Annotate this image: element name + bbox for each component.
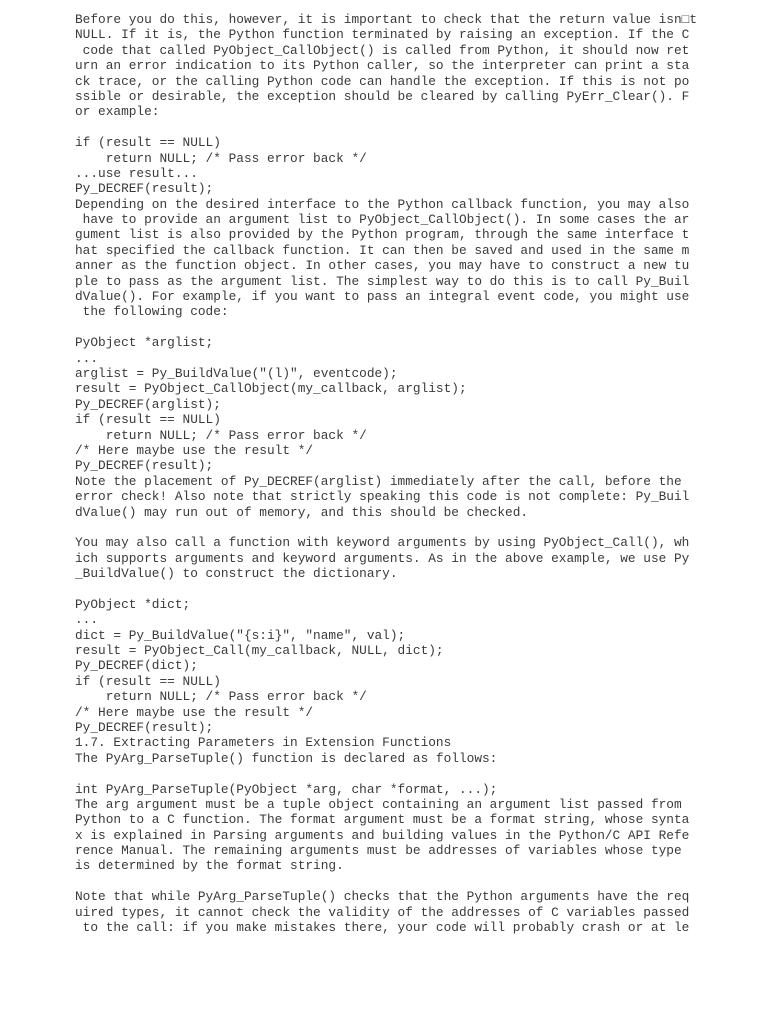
document-body [75,12,698,936]
text-line: ... [75,612,99,628]
text-line: ple to pass as the argument list. The simplest way to do this is to call Py_Buil [75,273,690,289]
text-line: Py_DECREF(arglist); [75,396,221,412]
text-line: 1.7. Extracting Parameters in Extension Functions [75,735,452,751]
text-line [75,320,695,335]
text-line: if (result == NULL) [75,673,221,689]
text-line: Note that while PyArg_ParseTuple() checks that the Python arguments have the req [75,889,690,905]
text-line: PyObject *arglist; [75,335,214,351]
text-line: or example: [75,104,160,120]
text-line: int PyArg_ParseTuple(PyObject *arg, char *format, ...); [75,781,498,797]
text-line: x is explained in Parsing arguments and building values in the Python/C API Refe [75,827,690,843]
text-line: return NULL; /* Pass error back */ [75,150,367,166]
text-line: ... [75,350,99,366]
text-line: dict = Py_BuildValue("{s:i}", "name", val); [75,627,406,643]
text-line: PyObject *dict; [75,596,191,612]
text-line: is determined by the format string. [75,858,344,874]
text-line: have to provide an argument list to PyObject_CallObject(). In some cases the ar [75,212,690,228]
text-line: dValue() may run out of memory, and this should be checked. [75,504,529,520]
text-line: _BuildValue() to construct the dictionary. [75,566,398,582]
text-line: Before you do this, however, it is important to check that the return value isn□t [75,12,698,27]
text-line: NULL. If it is, the Python function terminated by raising an exception. If the C [75,27,690,43]
text-line: return NULL; /* Pass error back */ [75,427,367,443]
text-line [75,766,695,781]
text-line: hat specified the callback function. It can then be saved and used in the same m [75,242,690,258]
text-line: to the call: if you make mistakes there, your code will probably crash or at le [75,920,690,936]
text-line: uired types, it cannot check the validity of the addresses of C variables passed [75,904,690,920]
text-line: gument list is also provided by the Python program, through the same interface t [75,227,690,243]
text-line: ich supports arguments and keyword arguments. As in the above example, we use Py [75,550,690,566]
text-line: return NULL; /* Pass error back */ [75,689,367,705]
text-line: ck trace, or the calling Python code can handle the exception. If this is not po [75,73,690,89]
text-line: ssible or desirable, the exception should be cleared by calling PyErr_Clear(). F [75,88,690,104]
text-line: urn an error indication to its Python caller, so the interpreter can print a sta [75,58,690,74]
text-line: Py_DECREF(result); [75,458,214,474]
text-line: Depending on the desired interface to the Python callback function, you may also [75,196,690,212]
text-line: rence Manual. The remaining arguments must be addresses of variables whose type [75,843,682,859]
text-line [75,520,695,535]
text-line [75,581,695,596]
text-line [75,874,695,889]
text-line: Py_DECREF(dict); [75,658,198,674]
text-line: result = PyObject_CallObject(my_callback, arglist); [75,381,467,397]
text-line: You may also call a function with keyword arguments by using PyObject_Call(), wh [75,535,690,551]
text-line: Py_DECREF(result); [75,181,214,197]
text-line: ...use result... [75,165,198,181]
text-line: /* Here maybe use the result */ [75,442,314,458]
text-line: arglist = Py_BuildValue("(l)", eventcode); [75,365,398,381]
text-line: The PyArg_ParseTuple() function is declared as follows: [75,750,498,766]
text-line: if (result == NULL) [75,412,221,428]
text-line: error check! Also note that strictly speaking this code is not complete: Py_Buil [75,489,690,505]
text-line: dValue(). For example, if you want to pass an integral event code, you might use [75,289,690,305]
text-line: Note the placement of Py_DECREF(arglist) immediately after the call, before the [75,473,682,489]
text-line: /* Here maybe use the result */ [75,704,314,720]
text-line: code that called PyObject_CallObject() is called from Python, it should now ret [75,42,690,58]
text-line: anner as the function object. In other cases, you may have to construct a new tu [75,258,690,274]
text-line: Python to a C function. The format argument must be a format string, whose synta [75,812,690,828]
text-line: Py_DECREF(result); [75,719,214,735]
text-line [75,120,695,135]
text-line: The arg argument must be a tuple object containing an argument list passed from [75,796,682,812]
text-line: the following code: [75,304,229,320]
text-line: result = PyObject_Call(my_callback, NULL, dict); [75,643,444,659]
text-line: if (result == NULL) [75,135,221,151]
